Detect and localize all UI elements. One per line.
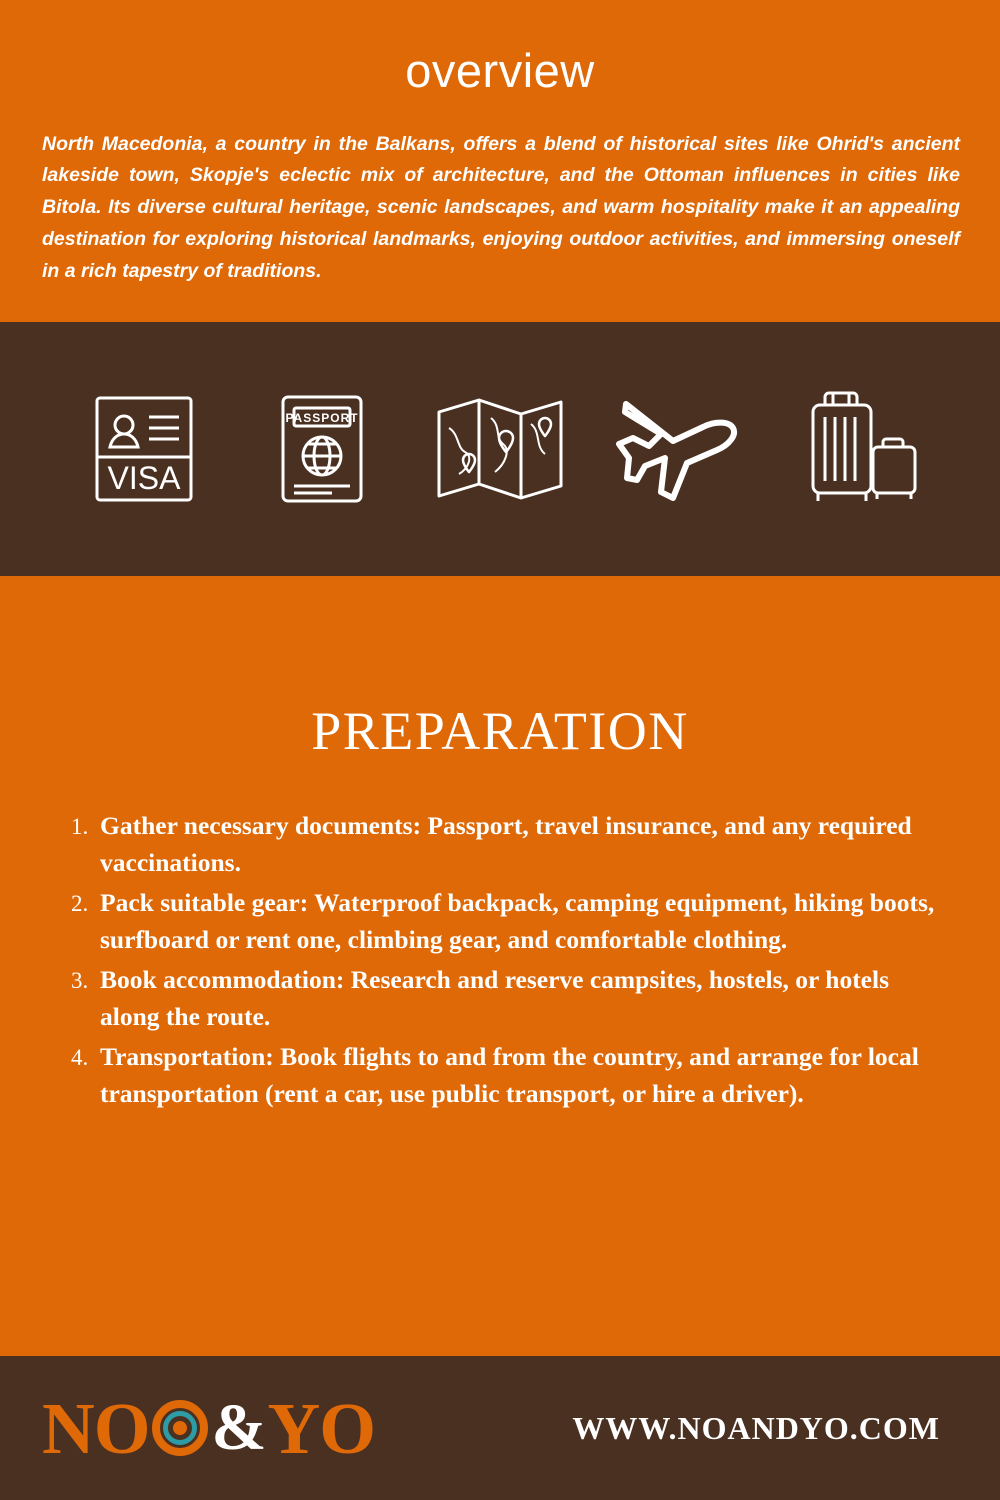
website-url[interactable]: WWW.NOANDYO.COM [572,1409,940,1446]
folded-map-icon [430,379,570,519]
icon-band [0,322,1000,576]
svg-text:VISA: VISA [107,460,181,496]
visa-card-icon [74,379,214,519]
logo-ring-icon [152,1400,208,1456]
luggage-icon [786,379,926,519]
logo-ampersand: & [211,1391,266,1464]
passport-icon [252,379,392,519]
list-item: 1. Gather necessary documents: Passport, travel insurance, and any required vaccinations. [94,807,942,882]
svg-text:PASSPORT: PASSPORT [285,411,359,425]
overview-body-text: North Macedonia, a country in the Balkans, offers a blend of historical sites like Ohrid's ancient lakeside town, Skopje's eclectic mix of architecture, and the Ottoman influences in cities like Bitola. Its diverse cultural heritage, scenic landscapes, and warm hospitality make it an appealing destination for exploring historical landmarks, enjoying outdoor activities, and immersing oneself in a rich tapestry of traditions. [42,132,960,282]
preparation-list [66,807,942,1113]
overview-section [0,0,1000,318]
list-item: 2. Pack suitable gear: Waterproof backpack, camping equipment, hiking boots, surfboard or rent one, climbing gear, and comfortable clothing. [94,884,942,959]
list-item: 4. Transportation: Book flights to and from the country, and arrange for local transportation (rent a car, use public transport, or hire a driver). [94,1038,942,1113]
airplane-icon [608,379,748,519]
logo-text-right: YO [267,1387,375,1469]
overview-title: overview [405,44,595,98]
logo-text-left: NO [42,1387,150,1469]
brand-logo[interactable] [42,1387,375,1469]
footer-bar [0,1356,1000,1500]
preparation-title: PREPARATION [311,700,689,761]
list-item: 3. Book accommodation: Research and reserve campsites, hostels, or hotels along the route. [94,961,942,1036]
preparation-section [0,580,1000,1352]
